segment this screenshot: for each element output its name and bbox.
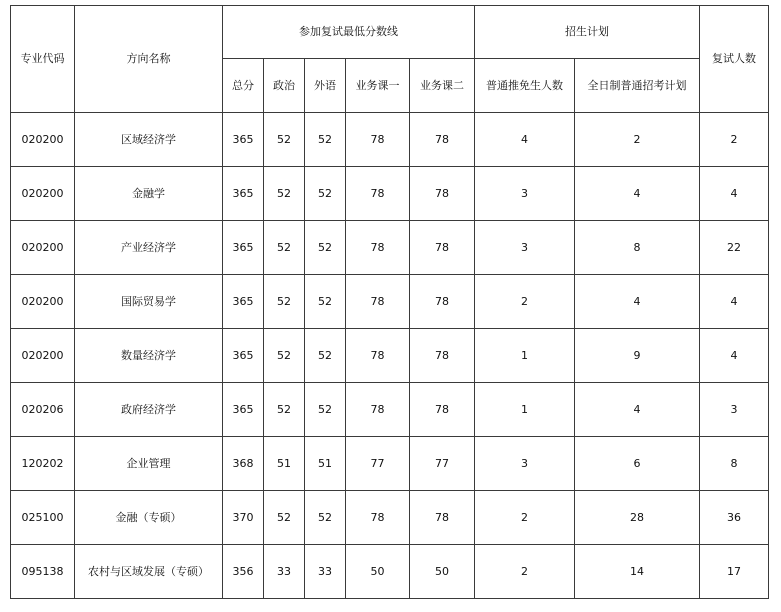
cell-recommended: 3 — [475, 167, 575, 221]
cell-course2: 78 — [410, 383, 475, 437]
cell-fulltime-plan: 8 — [575, 221, 700, 275]
cell-retest-count: 3 — [700, 383, 769, 437]
table-row — [11, 329, 769, 383]
header-course2: 业务课二 — [410, 59, 475, 113]
cell-recommended: 2 — [475, 491, 575, 545]
cell-total: 365 — [223, 167, 264, 221]
cell-retest-count: 4 — [700, 275, 769, 329]
cell-politics: 52 — [264, 491, 305, 545]
cell-code: 020200 — [11, 275, 75, 329]
cell-politics: 52 — [264, 329, 305, 383]
cell-politics: 52 — [264, 113, 305, 167]
cell-recommended: 1 — [475, 329, 575, 383]
cell-code: 020200 — [11, 329, 75, 383]
cell-foreign-lang: 51 — [305, 437, 346, 491]
cell-politics: 52 — [264, 221, 305, 275]
cell-course1: 78 — [346, 275, 410, 329]
cell-total: 368 — [223, 437, 264, 491]
cell-code: 095138 — [11, 545, 75, 599]
cell-course1: 77 — [346, 437, 410, 491]
cell-direction-name: 金融学 — [75, 167, 223, 221]
admission-score-table — [10, 5, 769, 599]
header-course1: 业务课一 — [346, 59, 410, 113]
cell-total: 370 — [223, 491, 264, 545]
cell-code: 020200 — [11, 113, 75, 167]
table-row — [11, 545, 769, 599]
cell-total: 365 — [223, 329, 264, 383]
cell-total: 356 — [223, 545, 264, 599]
cell-course1: 78 — [346, 113, 410, 167]
cell-direction-name: 金融（专硕） — [75, 491, 223, 545]
table-row — [11, 167, 769, 221]
cell-foreign-lang: 52 — [305, 275, 346, 329]
header-row-top — [11, 6, 769, 59]
table-row — [11, 275, 769, 329]
cell-course2: 78 — [410, 275, 475, 329]
cell-total: 365 — [223, 275, 264, 329]
cell-fulltime-plan: 4 — [575, 383, 700, 437]
cell-retest-count: 8 — [700, 437, 769, 491]
cell-direction-name: 区域经济学 — [75, 113, 223, 167]
header-foreign-lang: 外语 — [305, 59, 346, 113]
cell-recommended: 2 — [475, 545, 575, 599]
cell-course1: 50 — [346, 545, 410, 599]
cell-foreign-lang: 52 — [305, 329, 346, 383]
cell-direction-name: 企业管理 — [75, 437, 223, 491]
cell-code: 025100 — [11, 491, 75, 545]
header-min-score-group: 参加复试最低分数线 — [223, 6, 475, 59]
cell-course1: 78 — [346, 221, 410, 275]
cell-total: 365 — [223, 113, 264, 167]
cell-recommended: 1 — [475, 383, 575, 437]
cell-politics: 33 — [264, 545, 305, 599]
cell-course2: 78 — [410, 221, 475, 275]
cell-foreign-lang: 52 — [305, 113, 346, 167]
cell-code: 120202 — [11, 437, 75, 491]
cell-foreign-lang: 52 — [305, 383, 346, 437]
cell-direction-name: 国际贸易学 — [75, 275, 223, 329]
cell-total: 365 — [223, 221, 264, 275]
header-recommended: 普通推免生人数 — [475, 59, 575, 113]
header-code: 专业代码 — [11, 6, 75, 113]
cell-recommended: 4 — [475, 113, 575, 167]
cell-foreign-lang: 52 — [305, 221, 346, 275]
table-row — [11, 437, 769, 491]
cell-fulltime-plan: 4 — [575, 275, 700, 329]
header-retest-count: 复试人数 — [700, 6, 769, 113]
cell-fulltime-plan: 2 — [575, 113, 700, 167]
cell-recommended: 3 — [475, 221, 575, 275]
cell-total: 365 — [223, 383, 264, 437]
cell-course2: 50 — [410, 545, 475, 599]
cell-course2: 78 — [410, 113, 475, 167]
cell-foreign-lang: 52 — [305, 491, 346, 545]
cell-recommended: 2 — [475, 275, 575, 329]
cell-politics: 52 — [264, 167, 305, 221]
cell-fulltime-plan: 28 — [575, 491, 700, 545]
cell-direction-name: 政府经济学 — [75, 383, 223, 437]
cell-code: 020200 — [11, 167, 75, 221]
cell-code: 020200 — [11, 221, 75, 275]
cell-retest-count: 4 — [700, 329, 769, 383]
cell-fulltime-plan: 9 — [575, 329, 700, 383]
cell-course2: 78 — [410, 329, 475, 383]
cell-course1: 78 — [346, 491, 410, 545]
cell-fulltime-plan: 4 — [575, 167, 700, 221]
cell-retest-count: 2 — [700, 113, 769, 167]
table-row — [11, 221, 769, 275]
cell-retest-count: 17 — [700, 545, 769, 599]
header-politics: 政治 — [264, 59, 305, 113]
cell-course2: 78 — [410, 491, 475, 545]
cell-retest-count: 36 — [700, 491, 769, 545]
cell-retest-count: 22 — [700, 221, 769, 275]
cell-foreign-lang: 33 — [305, 545, 346, 599]
cell-course1: 78 — [346, 167, 410, 221]
header-direction: 方向名称 — [75, 6, 223, 113]
cell-course2: 77 — [410, 437, 475, 491]
cell-fulltime-plan: 6 — [575, 437, 700, 491]
header-total: 总分 — [223, 59, 264, 113]
cell-politics: 51 — [264, 437, 305, 491]
cell-direction-name: 农村与区域发展（专硕） — [75, 545, 223, 599]
cell-code: 020206 — [11, 383, 75, 437]
cell-recommended: 3 — [475, 437, 575, 491]
cell-course2: 78 — [410, 167, 475, 221]
cell-retest-count: 4 — [700, 167, 769, 221]
table-row — [11, 113, 769, 167]
cell-foreign-lang: 52 — [305, 167, 346, 221]
cell-politics: 52 — [264, 383, 305, 437]
cell-direction-name: 产业经济学 — [75, 221, 223, 275]
cell-direction-name: 数量经济学 — [75, 329, 223, 383]
cell-politics: 52 — [264, 275, 305, 329]
cell-course1: 78 — [346, 329, 410, 383]
header-fulltime-plan: 全日制普通招考计划 — [575, 59, 700, 113]
table-row — [11, 491, 769, 545]
cell-course1: 78 — [346, 383, 410, 437]
header-plan-group: 招生计划 — [475, 6, 700, 59]
cell-fulltime-plan: 14 — [575, 545, 700, 599]
table-row — [11, 383, 769, 437]
